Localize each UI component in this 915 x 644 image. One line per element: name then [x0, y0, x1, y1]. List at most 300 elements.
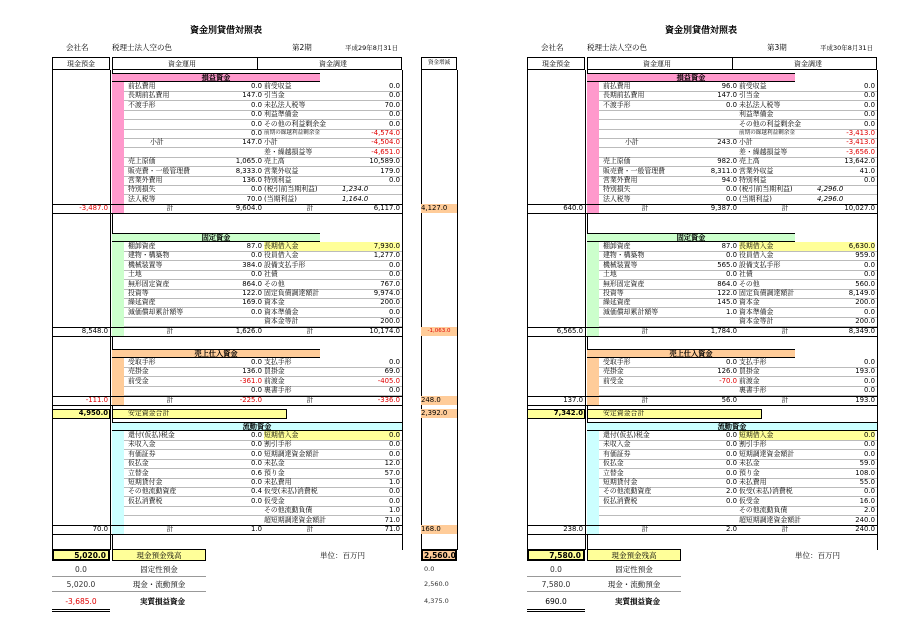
source-item-value: 0.0: [389, 487, 400, 496]
use-item-value: 0.0: [251, 82, 262, 90]
source-item-label: (当期利益): [739, 194, 772, 203]
source-item-value: 0.0: [864, 386, 875, 395]
source-item-value: -3,656.0: [846, 147, 875, 156]
cash-balance-label: 現金預金残高: [136, 551, 182, 560]
cash-balance-value: 7,580.0: [549, 551, 581, 560]
source-item-label: 未払金: [739, 459, 760, 468]
source-item-label: 小計: [264, 138, 278, 147]
section-total-use: 1,784.0: [710, 326, 737, 335]
use-item-value: 0.0: [251, 307, 262, 316]
section-header-fixed: 固定資金: [587, 233, 795, 242]
use-item-value: 0.0: [251, 251, 262, 260]
use-item-label: 建物・構築物: [603, 251, 645, 260]
source-item-value: 41.0: [859, 166, 875, 175]
footer-cash_current-value: 7,580.0: [541, 580, 571, 589]
use-item-label: その他流動資産: [128, 487, 177, 496]
use-item-value: 0.4: [251, 487, 262, 496]
use-item-label: 短期貸付金: [603, 478, 638, 486]
source-item-label: (税引前当期利益): [264, 185, 318, 194]
source-item-value: 0.0: [389, 119, 400, 128]
section-total-cash: 238.0: [563, 525, 583, 533]
use-item-label: 不渡手形: [603, 100, 631, 109]
source-item-label: 短期借入金: [739, 431, 823, 440]
section-header-pl: 損益資金: [587, 73, 795, 82]
source-item-value: 4,296.0: [817, 194, 844, 203]
footer-cash_current-change: 2,560.0: [424, 580, 449, 588]
source-item-label: その他の利益剰余金: [264, 119, 327, 128]
source-item-value: 0.0: [389, 307, 400, 316]
source-item-label: 営業外収益: [739, 166, 774, 175]
source-item-value: 7,930.0: [348, 242, 400, 251]
source-item-value: 0.0: [348, 431, 400, 440]
change-column-header: 資金増減: [427, 60, 450, 66]
source-item-label: 資本準備金: [264, 307, 299, 316]
real-pl-label: 実質損益資金: [140, 597, 185, 606]
use-item-value: 0.0: [251, 270, 262, 279]
use-item-label: 立替金: [128, 468, 149, 477]
use-item-label: 長期前払費用: [603, 91, 645, 100]
source-item-label: 役員借入金: [739, 251, 774, 260]
use-item-label: 無形固定資産: [128, 279, 170, 288]
use-item-label: [128, 129, 208, 138]
section-total-cash: 70.0: [92, 525, 108, 533]
stable-total-cash: 4,950.0: [78, 409, 108, 417]
use-item-value: [685, 120, 737, 129]
source-item-label: 売上高: [264, 157, 285, 166]
use-item-value: 0.0: [726, 440, 737, 449]
real-pl-rule: [527, 609, 585, 612]
real-pl-change: 4,375.0: [424, 597, 449, 605]
use-item-label: [603, 516, 683, 525]
section-total-use-label: 計: [166, 204, 174, 213]
use-item-label: 還付(仮払)税金: [128, 431, 175, 439]
section-total-use: 2.0: [726, 525, 737, 533]
source-item-value: -3,413.0: [846, 138, 875, 147]
use-item-label: [603, 129, 683, 138]
use-item-label: 短期貸付金: [128, 478, 163, 486]
source-item-value: 1,277.0: [373, 251, 400, 260]
use-item-label: 土地: [128, 270, 142, 279]
use-item-value: -361.0: [239, 376, 262, 385]
use-item-label: 売掛金: [128, 367, 149, 376]
use-item-value: 0.0: [726, 431, 737, 439]
source-item-value: 9,974.0: [373, 289, 400, 297]
source-item-value: 0.0: [389, 260, 400, 269]
use-item-value: 8,333.0: [235, 166, 262, 175]
source-item-label: 超短期調達資金額計: [264, 515, 327, 524]
source-item-label: 支払手形: [264, 358, 292, 366]
source-item-label: 固定負債調達額計: [739, 289, 795, 297]
use-item-value: 147.0: [242, 91, 262, 100]
use-item-value: 0.0: [251, 129, 262, 137]
use-item-value: 1.0: [726, 307, 737, 316]
source-item-value: 71.0: [384, 515, 400, 524]
source-item-label: 未払金: [264, 459, 285, 468]
section-total-use: 1,626.0: [235, 326, 262, 335]
source-item-label: 前受収益: [739, 82, 767, 90]
use-item-value: 70.0: [246, 194, 262, 203]
use-item-value: [685, 386, 737, 395]
use-item-label: 小計: [625, 138, 639, 147]
section-total-use: 56.0: [721, 395, 737, 404]
use-item-label: 仮払金: [603, 459, 624, 468]
use-item-value: 1,065.0: [235, 157, 262, 166]
use-item-value: 0.0: [251, 110, 262, 119]
section-total-source-label: 計: [781, 395, 789, 404]
use-item-label: 投資等: [603, 289, 624, 297]
use-item-label: [128, 317, 208, 326]
use-item-value: 0.0: [251, 431, 262, 439]
source-item-value: 0.0: [864, 307, 875, 316]
use-item-value: 982.0: [717, 157, 737, 166]
source-item-label: 未払法人税等: [739, 100, 781, 109]
source-item-value: 0.0: [389, 440, 400, 449]
section-total-cash: 8,548.0: [81, 326, 108, 335]
header-divider: [257, 57, 258, 70]
use-item-label: 立替金: [603, 468, 624, 477]
period-label: 第2期: [292, 43, 312, 52]
change-right-border: [457, 70, 458, 550]
stable-total-label: 安定資金合計: [603, 409, 645, 417]
source-item-value: 0.0: [864, 260, 875, 269]
source-column-header: 資金調達: [794, 60, 822, 68]
footer-cash_current-rule: [52, 591, 206, 592]
use-item-value: 384.0: [242, 260, 262, 269]
section-total-source-label: 計: [781, 525, 789, 533]
use-item-value: 0.0: [251, 449, 262, 458]
source-item-label: 前受収益: [264, 82, 292, 90]
use-item-label: 法人税等: [603, 194, 631, 203]
source-item-label: 前渡金: [264, 376, 285, 385]
section-total-source-label: 計: [781, 204, 789, 213]
use-item-label: [603, 317, 683, 326]
source-item-label: 資本金等計: [264, 317, 299, 326]
use-item-value: [685, 110, 737, 119]
use-item-label: 仮払金: [128, 459, 149, 468]
section-header-purchase: 売上仕入資金: [112, 349, 320, 358]
stable-total-change: 2,392.0: [421, 409, 457, 418]
cash-column-right-border: [110, 70, 111, 550]
source-item-label: 支払手形: [739, 358, 767, 366]
balance-sheet-period-2: [0, 0, 456, 644]
section-total-source-label: 計: [306, 326, 314, 335]
use-item-label: 売上原価: [128, 157, 156, 166]
use-item-value: [210, 148, 262, 157]
use-column-header: 資金運用: [643, 60, 671, 68]
use-item-label: 減価償却累計額等: [603, 307, 659, 316]
section-total-source: 6,117.0: [373, 204, 400, 213]
header-divider: [732, 57, 733, 70]
use-item-label: 仮払消費税: [128, 496, 163, 505]
balance-sheet-period-3: [475, 0, 915, 644]
use-item-value: 0.0: [726, 478, 737, 486]
use-item-label: [128, 506, 208, 515]
source-item-value: 0.0: [389, 358, 400, 366]
use-item-label: 機械装置等: [128, 260, 163, 269]
use-item-label: 前受金: [128, 376, 149, 385]
use-item-value: 126.0: [717, 367, 737, 376]
source-item-value: 69.0: [384, 367, 400, 376]
section-header-purchase: 売上仕入資金: [587, 349, 795, 358]
section-total-source: 71.0: [384, 525, 400, 533]
source-item-value: 0.0: [864, 91, 875, 100]
source-item-label: 特別利益: [739, 176, 767, 184]
use-item-label: 投資等: [128, 289, 149, 297]
sheet-title: 資金別貸借対照表: [190, 26, 263, 36]
use-item-value: 136.0: [242, 367, 262, 376]
use-item-value: 0.0: [726, 185, 737, 194]
cash-balance-value: 5,020.0: [74, 551, 106, 560]
source-item-value: 1.0: [389, 506, 400, 515]
company-label: 会社名: [66, 43, 89, 52]
cash-column-left-border: [52, 70, 53, 550]
footer-fixed_deposit-rule: [527, 576, 681, 577]
report-date: 平成30年8月31日: [820, 44, 874, 52]
use-item-label: 無形固定資産: [603, 279, 645, 288]
use-item-label: 売掛金: [603, 367, 624, 376]
source-item-value: 0.0: [864, 110, 875, 119]
use-item-label: 繰延資産: [603, 298, 631, 307]
source-item-label: 預り金: [264, 468, 285, 477]
source-item-label: 資本金等計: [739, 317, 774, 326]
source-item-label: (当期利益): [264, 194, 297, 203]
source-item-value: 0.0: [389, 496, 400, 505]
source-item-label: 前渡金: [739, 376, 760, 385]
use-item-value: [685, 516, 737, 525]
use-item-value: 136.0: [242, 176, 262, 184]
source-item-label: 預り金: [739, 468, 760, 477]
source-item-value: 108.0: [855, 468, 875, 477]
section-header-pl: 損益資金: [112, 73, 320, 82]
section-total-cash: -111.0: [85, 395, 108, 404]
source-item-label: 割引手形: [739, 440, 767, 449]
use-item-label: 有価証券: [128, 449, 156, 458]
section-total-source: -336.0: [377, 395, 400, 404]
use-item-value: 864.0: [242, 279, 262, 288]
source-column-header: 資金調達: [319, 60, 347, 68]
source-item-label: 売上高: [739, 157, 760, 166]
section-total-use: 9,387.0: [710, 204, 737, 213]
source-item-label: その他: [739, 279, 760, 288]
use-item-label: 棚卸資産: [128, 242, 156, 250]
company-name: 税理士法人空の色: [112, 43, 172, 52]
cash-balance-label: 現金預金残高: [611, 551, 657, 560]
source-item-label: 買掛金: [264, 367, 285, 376]
source-item-value: 0.0: [864, 440, 875, 449]
source-item-label: 役員借入金: [264, 251, 299, 260]
section-band-current: [587, 422, 599, 535]
section-total-change: 4,127.0: [421, 204, 457, 213]
section-band-fixed: [112, 233, 124, 337]
use-item-label: [128, 148, 208, 157]
footer-fixed_deposit-rule: [52, 576, 206, 577]
use-item-value: 0.0: [726, 194, 737, 203]
source-item-label: その他流動負債: [264, 506, 313, 515]
section-total-source: 240.0: [855, 525, 875, 533]
source-item-value: 0.0: [389, 449, 400, 458]
main-right-border: [402, 70, 403, 550]
source-item-label: 小計: [739, 138, 753, 147]
footer-fixed_deposit-label: 固定性預金: [140, 565, 178, 574]
footer-fixed_deposit-label: 固定性預金: [615, 565, 653, 574]
sheet-title: 資金別貸借対照表: [665, 26, 738, 36]
use-item-label: 繰延資産: [128, 298, 156, 307]
use-item-value: 0.0: [251, 119, 262, 128]
source-item-value: 16.0: [859, 496, 875, 505]
source-item-value: 179.0: [380, 166, 400, 175]
use-item-label: 販売費・一般管理費: [603, 166, 666, 175]
use-item-value: -70.0: [719, 376, 737, 385]
source-item-value: 0.0: [823, 431, 875, 440]
use-item-value: 0.0: [726, 251, 737, 260]
source-item-value: 193.0: [855, 367, 875, 376]
use-item-label: [603, 386, 683, 395]
company-label: 会社名: [541, 43, 564, 52]
use-item-value: 145.0: [717, 298, 737, 307]
source-item-label: 未払費用: [264, 478, 292, 486]
footer-cash_current-rule: [527, 591, 681, 592]
use-item-value: 147.0: [717, 91, 737, 100]
use-item-label: [128, 110, 208, 119]
source-item-label: 前期の繰越利益剰余金: [264, 130, 320, 136]
source-item-value: 8,149.0: [848, 289, 875, 297]
section-total-use-label: 計: [641, 395, 649, 404]
use-item-value: 0.0: [251, 358, 262, 366]
use-item-value: 864.0: [717, 279, 737, 288]
use-item-label: 前払費用: [603, 82, 631, 90]
unit-label: 単位：百万円: [795, 551, 840, 560]
use-item-label: 受取手形: [603, 358, 631, 366]
use-item-value: 0.0: [251, 185, 262, 194]
source-item-value: -405.0: [377, 376, 400, 385]
source-item-label: 特別利益: [264, 176, 292, 184]
source-item-label: 未払費用: [739, 478, 767, 486]
section-band-pl: [587, 73, 599, 214]
source-item-label: 短期調達資金額計: [739, 449, 795, 458]
source-item-label: 裏書手形: [739, 386, 767, 395]
use-item-label: 法人税等: [128, 194, 156, 203]
source-item-value: -3,413.0: [846, 129, 875, 137]
footer-cash_current-value: 5,020.0: [66, 580, 96, 589]
section-total-source: 8,349.0: [848, 326, 875, 335]
use-item-value: [210, 506, 262, 515]
section-total-source-label: 計: [306, 525, 314, 533]
section-band-current: [112, 422, 124, 535]
use-item-value: 0.0: [251, 459, 262, 468]
use-item-label: [603, 148, 683, 157]
source-item-label: 裏書手形: [264, 386, 292, 395]
source-item-value: 240.0: [855, 515, 875, 524]
section-total-use-label: 計: [166, 525, 174, 533]
use-item-value: 0.0: [726, 270, 737, 279]
use-item-label: 有価証券: [603, 449, 631, 458]
source-item-label: 未払法人税等: [264, 100, 306, 109]
use-item-label: 仮払消費税: [603, 496, 638, 505]
use-item-label: 未収入金: [128, 440, 156, 449]
use-item-label: 営業外費用: [603, 176, 638, 184]
source-item-value: -4,574.0: [371, 129, 400, 137]
section-total-cash: 6,565.0: [556, 326, 583, 335]
real-pl-label: 実質損益資金: [615, 597, 660, 606]
source-item-label: 超短期調達資金額計: [739, 515, 802, 524]
source-item-value: 0.0: [389, 82, 400, 90]
footer-fixed_deposit-value: 0.0: [75, 565, 87, 574]
source-item-value: -4,651.0: [371, 147, 400, 156]
use-item-label: 不渡手形: [128, 100, 156, 109]
section-total-use: 9,604.0: [235, 204, 262, 213]
source-item-label: 仮受(未払)消費税: [264, 487, 318, 496]
use-item-label: 長期前払費用: [128, 91, 170, 100]
source-item-label: 社債: [264, 270, 278, 279]
use-item-label: 特別損失: [603, 185, 631, 194]
section-total-source-label: 計: [306, 204, 314, 213]
source-item-label: 資本金: [739, 298, 760, 307]
use-item-value: 8,311.0: [710, 166, 737, 175]
source-item-value: 10,589.0: [369, 157, 400, 166]
use-item-label: 減価償却累計額等: [128, 307, 184, 316]
section-total-use: -225.0: [239, 395, 262, 404]
source-item-value: 12.0: [384, 459, 400, 468]
section-total-cash: 137.0: [563, 395, 583, 404]
section-total-cash: 640.0: [563, 204, 583, 213]
use-item-value: 87.0: [246, 242, 262, 250]
section-band-fixed: [587, 233, 599, 337]
use-item-value: 122.0: [242, 289, 262, 297]
source-item-label: 仮受(未払)消費税: [739, 487, 793, 496]
use-item-value: 169.0: [242, 298, 262, 307]
use-item-value: 0.0: [726, 358, 737, 366]
use-item-value: 0.6: [251, 468, 262, 477]
section-total-source: 10,174.0: [369, 326, 400, 335]
stable-total-label: 安定資金合計: [128, 409, 170, 417]
source-item-value: 0.0: [864, 270, 875, 279]
source-item-value: 0.0: [389, 386, 400, 395]
period-label: 第3期: [767, 43, 787, 52]
real-pl-value: 690.0: [545, 597, 567, 606]
source-item-value: 0.0: [864, 82, 875, 90]
source-item-label: 利益準備金: [739, 110, 774, 119]
section-header-fixed: 固定資金: [112, 233, 320, 242]
source-item-value: 0.0: [389, 270, 400, 279]
source-item-value: 560.0: [855, 279, 875, 288]
source-item-value: 0.0: [864, 358, 875, 366]
source-item-value: 57.0: [384, 468, 400, 477]
source-item-label: その他: [264, 279, 285, 288]
use-item-label: 還付(仮払)税金: [603, 431, 650, 439]
source-item-value: 1.0: [389, 478, 400, 486]
source-item-label: 資本金: [264, 298, 285, 307]
footer-fixed_deposit-change: 0.0: [424, 565, 435, 573]
source-item-label: 設備支払手形: [739, 260, 781, 269]
use-item-label: 土地: [603, 270, 617, 279]
section-band-pl: [112, 73, 124, 214]
real-pl-rule: [52, 609, 110, 612]
use-item-label: 棚卸資産: [603, 242, 631, 250]
source-item-label: (税引前当期利益): [739, 185, 793, 194]
use-item-value: [210, 317, 262, 326]
use-item-value: 87.0: [721, 242, 737, 250]
source-item-label: 前期の繰越利益剰余金: [739, 130, 795, 136]
cash-column-header: 現金預金: [67, 60, 95, 68]
use-item-label: 販売費・一般管理費: [128, 166, 191, 175]
source-item-label: その他流動負債: [739, 506, 788, 515]
section-total-cash: -3,487.0: [79, 204, 108, 213]
use-item-value: 0.0: [251, 100, 262, 109]
use-item-value: 243.0: [717, 138, 737, 147]
section-total-use: 1.0: [251, 525, 262, 533]
use-item-value: [685, 506, 737, 515]
use-item-value: 0.0: [726, 100, 737, 109]
